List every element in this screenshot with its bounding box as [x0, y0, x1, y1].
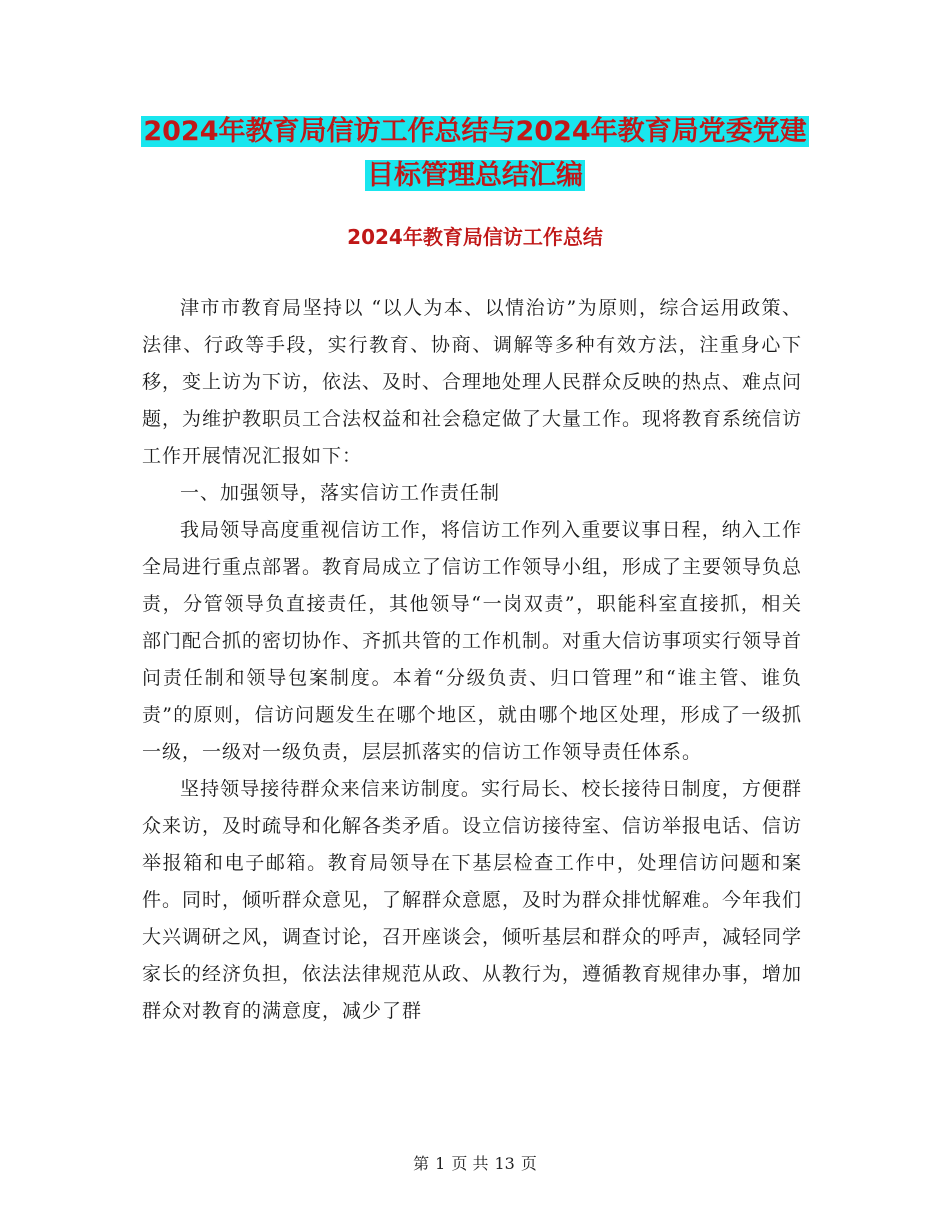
document-title-highlight-1: 2024年教育局信访工作总结与2024年教育局党委党建 — [143, 116, 807, 147]
footer-suffix: 页 — [520, 1154, 537, 1173]
paragraph-reception: 坚持领导接待群众来信来访制度。实行局长、校长接待日制度，方便群众来访，及时疏导和化解各类矛盾。设立信访接待室、信访举报电话、信访举报箱和电子邮箱。教育局领导在下基层检查工作中，处理信访问题和案件。同时，倾听群众意见，了解群众意愿，及时为群众排忧解难。今年我们大兴调研之风，调查讨论，召开座谈会，倾听基层和群众的呼声，减轻同学家长的经济负担，依法法律规范从政、从教行为，遵循教育规律办事，增加群众对教育的满意度，减少了群 — [142, 778, 803, 1022]
document-title-line-1 — [0, 110, 950, 154]
footer-middle: 页 共 — [451, 1154, 489, 1173]
footer-page-number: 1 — [435, 1154, 446, 1173]
paragraph-intro: 津市市教育局坚持以 “以人为本、以情治访”为原则，综合运用政策、法律、行政等手段，实行教育、协商、调解等多种有效方法，注重身心下移，变上访为下访，依法、及时、合理地处理人民群众反映的热点、难点问题，为维护教职员工合法权益和社会稳定做了大量工作。现将教育系统信访工作开展情况汇报如下： — [142, 297, 803, 467]
document-title-highlight-2: 目标管理总结汇编 — [367, 160, 583, 191]
section-title: 2024年教育局信访工作总结 — [347, 225, 603, 249]
document-title-line-2 — [0, 154, 950, 198]
paragraph-leadership: 我局领导高度重视信访工作，将信访工作列入重要议事日程，纳入工作全局进行重点部署。教育局成立了信访工作领导小组，形成了主要领导负总责，分管领导负直接责任，其他领导“一岗双责”，职能科室直接抓，相关部门配合抓的密切协作、齐抓共管的工作机制。对重大信访事项实行领导首问责任制和领导包案制度。本着“分级负责、归口管理”和“谁主管、谁负责”的原则，信访问题发生在哪个地区，就由哪个地区处理，形成了一级抓一级，一级对一级负责，层层抓落实的信访工作领导责任体系。 — [142, 519, 803, 763]
document-body — [142, 290, 802, 1030]
paragraph-heading-1: 一、加强领导，落实信访工作责任制 — [180, 482, 501, 504]
page-footer — [0, 1152, 950, 1176]
footer-prefix: 第 — [413, 1154, 430, 1173]
footer-total-pages: 13 — [494, 1154, 515, 1173]
